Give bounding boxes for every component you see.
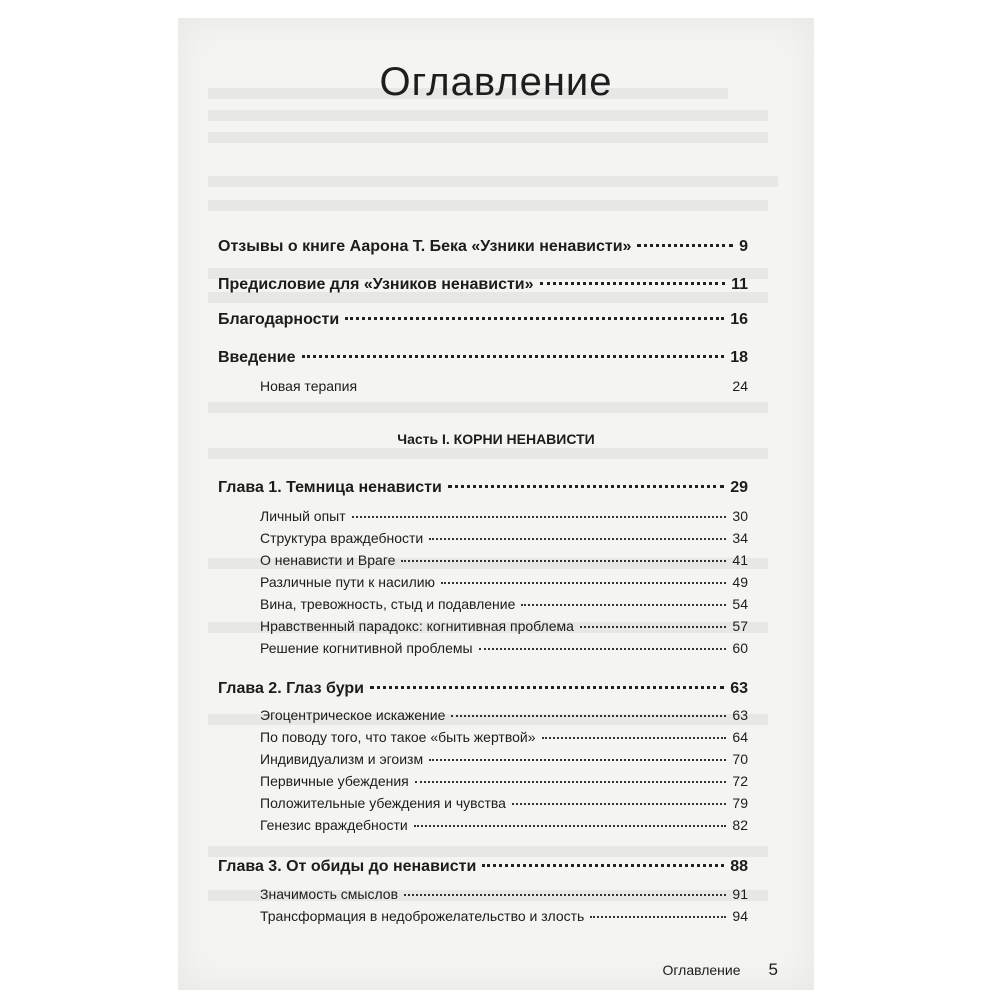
- leader-dots: [370, 686, 724, 689]
- toc-section-page: 49: [732, 574, 748, 590]
- toc-section-label: Нравственный парадокс: когнитивная проблема: [260, 618, 574, 634]
- leader-dots: [429, 538, 726, 540]
- toc-entry-label: Благодарности: [218, 311, 340, 328]
- toc-entry-acknowledgements[interactable]: [218, 311, 748, 329]
- toc-section-page: 41: [732, 552, 748, 568]
- toc-section-page: 63: [732, 707, 748, 723]
- leader-dots: [521, 604, 726, 606]
- bleed-through-line: [208, 846, 768, 857]
- leader-dots: [482, 864, 724, 867]
- toc-section-label: О ненависти и Враге: [260, 552, 396, 568]
- bleed-through-line: [208, 132, 768, 143]
- part-title: Часть I. КОРНИ НЕНАВИСТИ: [397, 431, 595, 447]
- leader-dots: [415, 781, 727, 783]
- toc-entry-label: Отзывы о книге Аарона Т. Бека «Узники ненависти»: [218, 238, 632, 255]
- toc-section-page: 72: [732, 773, 748, 789]
- leader-dots: [479, 648, 727, 650]
- leader-dots: [448, 485, 724, 488]
- toc-entry-page: 9: [739, 238, 748, 255]
- bleed-through-line: [208, 402, 768, 413]
- leader-dots: [401, 560, 726, 562]
- toc-chapter-page: 29: [730, 479, 748, 496]
- bleed-through-line: [208, 448, 768, 459]
- toc-section-label: Структура враждебности: [260, 530, 424, 546]
- toc-section-label: Вина, тревожность, стыд и подавление: [260, 596, 516, 612]
- toc-entry-page: 16: [730, 311, 748, 328]
- toc-section[interactable]: [260, 751, 748, 767]
- toc-section-page: 54: [732, 596, 748, 612]
- toc-section-page: 91: [732, 886, 748, 902]
- leader-dots: [302, 355, 725, 358]
- leader-dots: [414, 825, 727, 827]
- toc-section-label: Значимость смыслов: [260, 886, 399, 902]
- leader-dots: [512, 803, 726, 805]
- toc-entry-page: 18: [730, 349, 748, 366]
- toc-section-page: 24: [732, 378, 748, 394]
- toc-section-page: 79: [732, 795, 748, 811]
- leader-dots: [451, 715, 726, 717]
- toc-entry-label: Введение: [218, 349, 296, 366]
- toc-section-page: 70: [732, 751, 748, 767]
- toc-chapter-label: Глава 2. Глаз бури: [218, 680, 364, 697]
- toc-section-label: Первичные убеждения: [260, 773, 409, 789]
- leader-dots: [542, 737, 727, 739]
- bleed-through-line: [208, 200, 768, 211]
- toc-title: Оглавление: [379, 60, 613, 104]
- bleed-through-line: [208, 176, 778, 187]
- leader-dots: [580, 626, 726, 628]
- toc-chapter-2[interactable]: [218, 680, 748, 698]
- toc-chapter-label: Глава 3. От обиды до ненависти: [218, 858, 477, 875]
- running-head: Оглавление: [662, 962, 741, 978]
- toc-section[interactable]: [260, 574, 748, 590]
- toc-section-label: Индивидуализм и эгоизм: [260, 751, 424, 767]
- toc-section[interactable]: [260, 886, 748, 902]
- toc-section-page: 60: [732, 640, 748, 656]
- toc-section-label: Генезис враждебности: [260, 817, 408, 833]
- toc-section-page: 64: [732, 729, 748, 745]
- bleed-through-line: [208, 110, 768, 121]
- toc-section[interactable]: [260, 817, 748, 833]
- toc-section-label: Новая терапия: [260, 378, 358, 394]
- leader-dots: [345, 317, 724, 320]
- page-footer: [178, 960, 778, 980]
- toc-chapter-label: Глава 1. Темница ненависти: [218, 479, 442, 496]
- toc-section-label: Различные пути к насилию: [260, 574, 436, 590]
- toc-chapter-1[interactable]: [218, 479, 748, 497]
- toc-section-new-therapy[interactable]: [260, 378, 748, 394]
- toc-section[interactable]: [260, 508, 748, 524]
- leader-dots: [429, 759, 726, 761]
- toc-section-label: Положительные убеждения и чувства: [260, 795, 506, 811]
- toc-section-page: 94: [732, 908, 748, 924]
- leader-dots: [441, 582, 726, 584]
- page-number: 5: [768, 960, 778, 979]
- toc-section-label: Эгоцентрическое искажение: [260, 707, 446, 723]
- leader-dots: [540, 282, 726, 285]
- toc-section-page: 57: [732, 618, 748, 634]
- book-page: [178, 18, 814, 990]
- toc-section[interactable]: [260, 640, 748, 656]
- toc-chapter-3[interactable]: [218, 858, 748, 876]
- toc-section-page: 82: [732, 817, 748, 833]
- toc-entry-preface[interactable]: [218, 276, 748, 294]
- toc-section-label: Личный опыт: [260, 508, 346, 524]
- leader-dots: [352, 516, 727, 518]
- toc-section[interactable]: [260, 908, 748, 924]
- toc-entry-label: Предисловие для «Узников ненависти»: [218, 276, 534, 293]
- toc-section[interactable]: [260, 618, 748, 634]
- toc-entry-reviews[interactable]: [218, 238, 748, 256]
- toc-section-label: Трансформация в недоброжелательство и злость: [260, 908, 585, 924]
- toc-chapter-page: 63: [730, 680, 748, 697]
- toc-section[interactable]: [260, 596, 748, 612]
- toc-entry-introduction[interactable]: [218, 349, 748, 367]
- toc-section-label: Решение когнитивной проблемы: [260, 640, 473, 656]
- toc-section[interactable]: [260, 729, 748, 745]
- toc-section-page: 30: [732, 508, 748, 524]
- toc-section[interactable]: [260, 552, 748, 568]
- toc-entry-page: 11: [731, 276, 748, 293]
- toc-section-page: 34: [732, 530, 748, 546]
- leader-dots: [404, 894, 726, 896]
- toc-section-label: По поводу того, что такое «быть жертвой»: [260, 729, 536, 745]
- toc-section[interactable]: [260, 707, 748, 723]
- toc-section[interactable]: [260, 795, 748, 811]
- toc-section[interactable]: [260, 530, 748, 546]
- leader-dots: [637, 244, 733, 247]
- leader-dots: [590, 916, 726, 918]
- toc-chapter-page: 88: [730, 858, 748, 875]
- toc-section[interactable]: [260, 773, 748, 789]
